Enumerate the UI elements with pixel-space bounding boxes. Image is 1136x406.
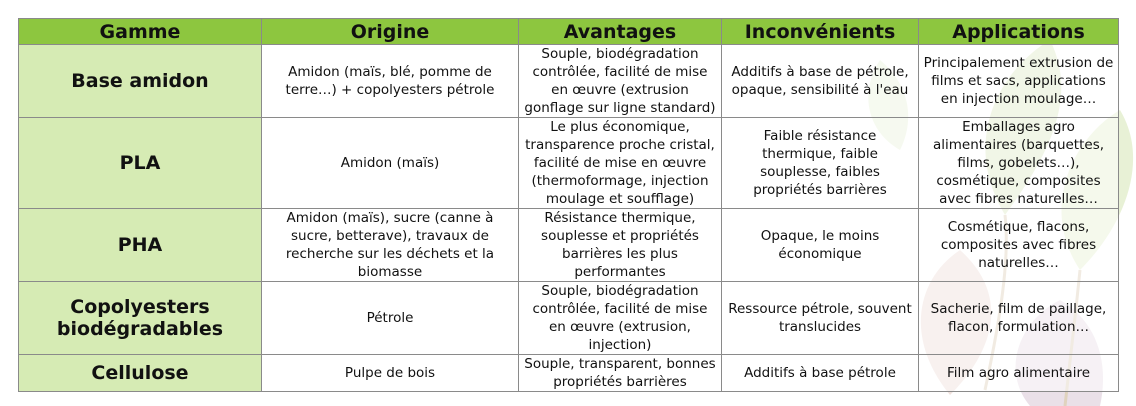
gamme-cell: PLA xyxy=(19,118,262,209)
inconvenients-cell: Ressource pétrole, souvent translucides xyxy=(722,282,919,355)
applications-cell: Film agro alimentaire xyxy=(919,355,1119,392)
avantages-cell: Résistance thermique, souplesse et propriétés barrières les plus performantes xyxy=(519,209,722,282)
table-row xyxy=(19,355,1119,392)
avantages-cell: Le plus économique, transparence proche cristal, facilité de mise en œuvre (thermoformage, injection moulage et soufflage) xyxy=(519,118,722,209)
inconvenients-cell: Additifs à base de pétrole, opaque, sensibilité à l'eau xyxy=(722,45,919,118)
inconvenients-cell: Faible résistance thermique, faible souplesse, faibles propriétés barrières xyxy=(722,118,919,209)
header-gamme: Gamme xyxy=(19,19,262,45)
table-row xyxy=(19,282,1119,355)
origine-cell: Pulpe de bois xyxy=(262,355,519,392)
gamme-cell: Cellulose xyxy=(19,355,262,392)
gamme-cell: PHA xyxy=(19,209,262,282)
header-avantages: Avantages xyxy=(519,19,722,45)
avantages-cell: Souple, biodégradation contrôlée, facilité de mise en œuvre (extrusion gonflage sur ligne standard) xyxy=(519,45,722,118)
table-row xyxy=(19,45,1119,118)
applications-cell: Cosmétique, flacons, composites avec fibres naturelles… xyxy=(919,209,1119,282)
inconvenients-cell: Additifs à base pétrole xyxy=(722,355,919,392)
origine-cell: Pétrole xyxy=(262,282,519,355)
gamme-cell: Copolyesters biodégradables xyxy=(19,282,262,355)
gamme-cell: Base amidon xyxy=(19,45,262,118)
table-row xyxy=(19,118,1119,209)
applications-cell: Principalement extrusion de films et sacs, applications en injection moulage… xyxy=(919,45,1119,118)
header-origine: Origine xyxy=(262,19,519,45)
origine-cell: Amidon (maïs), sucre (canne à sucre, betterave), travaux de recherche sur les déchets et la biomasse xyxy=(262,209,519,282)
header-inconvenients: Inconvénients xyxy=(722,19,919,45)
table-header-row xyxy=(19,19,1119,45)
avantages-cell: Souple, transparent, bonnes propriétés barrières xyxy=(519,355,722,392)
origine-cell: Amidon (maïs) xyxy=(262,118,519,209)
table-row xyxy=(19,209,1119,282)
comparison-table-container xyxy=(18,18,1118,390)
inconvenients-cell: Opaque, le moins économique xyxy=(722,209,919,282)
origine-cell: Amidon (maïs, blé, pomme de terre…) + copolyesters pétrole xyxy=(262,45,519,118)
header-applications: Applications xyxy=(919,19,1119,45)
avantages-cell: Souple, biodégradation contrôlée, facilité de mise en œuvre (extrusion, injection) xyxy=(519,282,722,355)
bioplastics-comparison-table xyxy=(18,18,1119,392)
applications-cell: Emballages agro alimentaires (barquettes, films, gobelets…), cosmétique, composites avec fibres naturelles… xyxy=(919,118,1119,209)
applications-cell: Sacherie, film de paillage, flacon, formulation… xyxy=(919,282,1119,355)
